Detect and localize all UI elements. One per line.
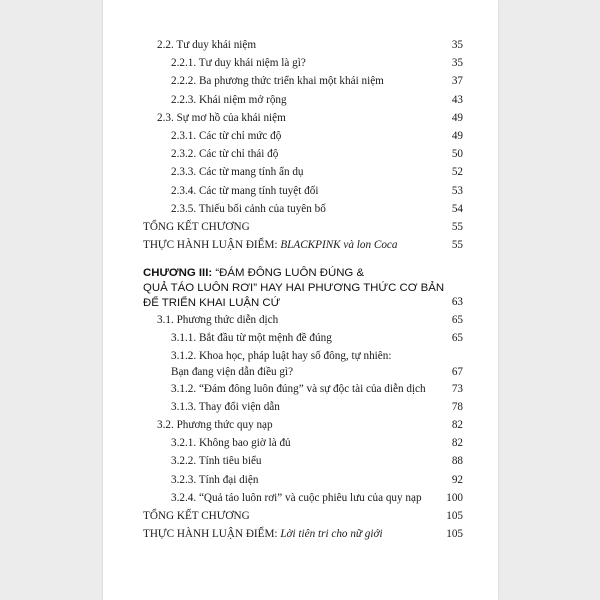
- toc-entry-page: 73: [451, 382, 463, 395]
- chapter-page: 63: [451, 296, 463, 309]
- toc-entry: [143, 127, 463, 145]
- toc-entry-page: 49: [451, 111, 463, 124]
- toc-entry: [143, 54, 463, 72]
- toc-entry-page: 105: [446, 528, 463, 541]
- toc-entry-title: 2.2. Tư duy khái niệm: [157, 39, 257, 51]
- toc-entry-title: 3.1. Phương thức diễn dịch: [157, 314, 279, 327]
- toc-entry-title: THỰC HÀNH LUẬN ĐIỂM: Lời tiên tri cho nữ giới: [143, 528, 383, 541]
- toc-entry: [143, 434, 463, 452]
- toc-entry-page: 53: [451, 184, 463, 197]
- toc-entry: [143, 471, 463, 489]
- toc-entry-title: 3.2.4. “Quả táo luôn rơi” và cuộc phiêu lưu của quy nạp: [171, 491, 422, 504]
- toc-entry-page: 78: [451, 400, 463, 413]
- toc-entry-page: 50: [451, 148, 463, 161]
- toc-entry-practice-ch3: [143, 525, 463, 543]
- toc-entry-title-line-1: 3.1.2. Khoa học, pháp luật hay số đông, tự nhiên:: [171, 349, 392, 362]
- toc-entry-page: 55: [451, 239, 463, 252]
- toc-entry-summary-ch2: [143, 218, 463, 236]
- toc-entry-title: TỔNG KẾT CHƯƠNG: [143, 220, 250, 233]
- chapter-title-line-3: ĐỂ TRIỂN KHAI LUẬN CỨ: [143, 297, 281, 310]
- toc-entry: [143, 416, 463, 434]
- toc-entry-page: 82: [451, 437, 463, 450]
- toc-entry: [143, 109, 463, 127]
- toc-entry-wrapped: [143, 348, 463, 380]
- chapter-title-line-1: “ĐÁM ĐÔNG LUÔN ĐÚNG &: [212, 267, 365, 280]
- chapter-title-line-2: QUẢ TÁO LUÔN RƠI” HAY HAI PHƯƠNG THỨC CƠ BẢN: [143, 282, 445, 295]
- toc-entry-title: TỔNG KẾT CHƯƠNG: [143, 509, 250, 522]
- toc-entry: [143, 489, 463, 507]
- book-page: [103, 0, 498, 600]
- toc-entry-title: 2.3.1. Các từ chỉ mức độ: [171, 129, 282, 142]
- toc-entry-title: 2.3.3. Các từ mang tính ẩn dụ: [171, 166, 304, 179]
- toc-entry-page: 65: [451, 314, 463, 327]
- toc-entry: [143, 311, 463, 329]
- toc-entry: [143, 182, 463, 200]
- toc-entry: [143, 163, 463, 181]
- toc-entry-title: 3.1.3. Thay đổi viện dẫn: [171, 400, 280, 413]
- toc-entry-page: 82: [451, 419, 463, 431]
- toc-entry-page: 65: [451, 332, 463, 345]
- toc-entry-title: 3.2.3. Tính đại diện: [171, 473, 259, 486]
- toc-entry-title: 2.3.2. Các từ chỉ thái độ: [171, 148, 279, 161]
- table-of-contents: [143, 36, 463, 543]
- toc-entry-title-line-2: Bạn đang viện dẫn điều gì?: [171, 365, 294, 378]
- toc-entry-title: 2.3.5. Thiếu bối cảnh của tuyên bố: [171, 202, 326, 215]
- toc-entry-page: 88: [451, 455, 463, 468]
- toc-entry-page: 35: [451, 39, 463, 51]
- toc-entry-title: 3.2.1. Không bao giờ là đủ: [171, 437, 291, 450]
- toc-entry-practice-ch2: [143, 236, 463, 254]
- toc-entry-title: 2.3.4. Các từ mang tính tuyệt đối: [171, 184, 319, 197]
- toc-entry-page: 52: [451, 166, 463, 179]
- chapter-heading: [143, 266, 463, 311]
- toc-entry: [143, 200, 463, 218]
- toc-entry: [143, 329, 463, 347]
- toc-entry-page: 54: [451, 202, 463, 215]
- toc-entry-page: 43: [451, 93, 463, 106]
- toc-entry-page: 100: [446, 491, 463, 504]
- toc-entry-title: THỰC HÀNH LUẬN ĐIỂM: BLACKPINK và lon Coca: [143, 239, 398, 252]
- toc-entry-summary-ch3: [143, 507, 463, 525]
- toc-entry: [143, 36, 463, 54]
- toc-entry-title: 3.1.1. Bắt đầu từ một mệnh đề đúng: [171, 332, 332, 345]
- chapter-label: CHƯƠNG III:: [143, 267, 213, 280]
- toc-entry-title: 3.2.2. Tính tiêu biểu: [171, 455, 262, 468]
- toc-entry: [143, 72, 463, 90]
- toc-entry: [143, 145, 463, 163]
- toc-entry: [143, 452, 463, 470]
- toc-entry-page: 37: [451, 75, 463, 88]
- toc-entry-title: 3.1.2. “Đám đông luôn đúng” và sự độc tài của diễn dịch: [171, 382, 426, 395]
- toc-entry-title: 2.3. Sự mơ hồ của khái niệm: [157, 111, 286, 124]
- toc-entry-page: 55: [451, 220, 463, 233]
- toc-entry-page: 49: [451, 129, 463, 142]
- toc-entry: [143, 380, 463, 398]
- toc-entry-page: 35: [451, 57, 463, 70]
- toc-entry-page: 105: [446, 509, 463, 522]
- toc-entry-title: 2.2.3. Khái niệm mở rộng: [171, 93, 287, 106]
- toc-entry: [143, 398, 463, 416]
- toc-entry-title: 2.2.2. Ba phương thức triển khai một khái niệm: [171, 75, 384, 88]
- toc-entry-page: 67: [451, 365, 463, 378]
- toc-entry-title: 2.2.1. Tư duy khái niệm là gì?: [171, 57, 306, 70]
- toc-entry-page: 92: [451, 473, 463, 486]
- toc-entry: [143, 91, 463, 109]
- toc-entry-title: 3.2. Phương thức quy nạp: [157, 419, 273, 431]
